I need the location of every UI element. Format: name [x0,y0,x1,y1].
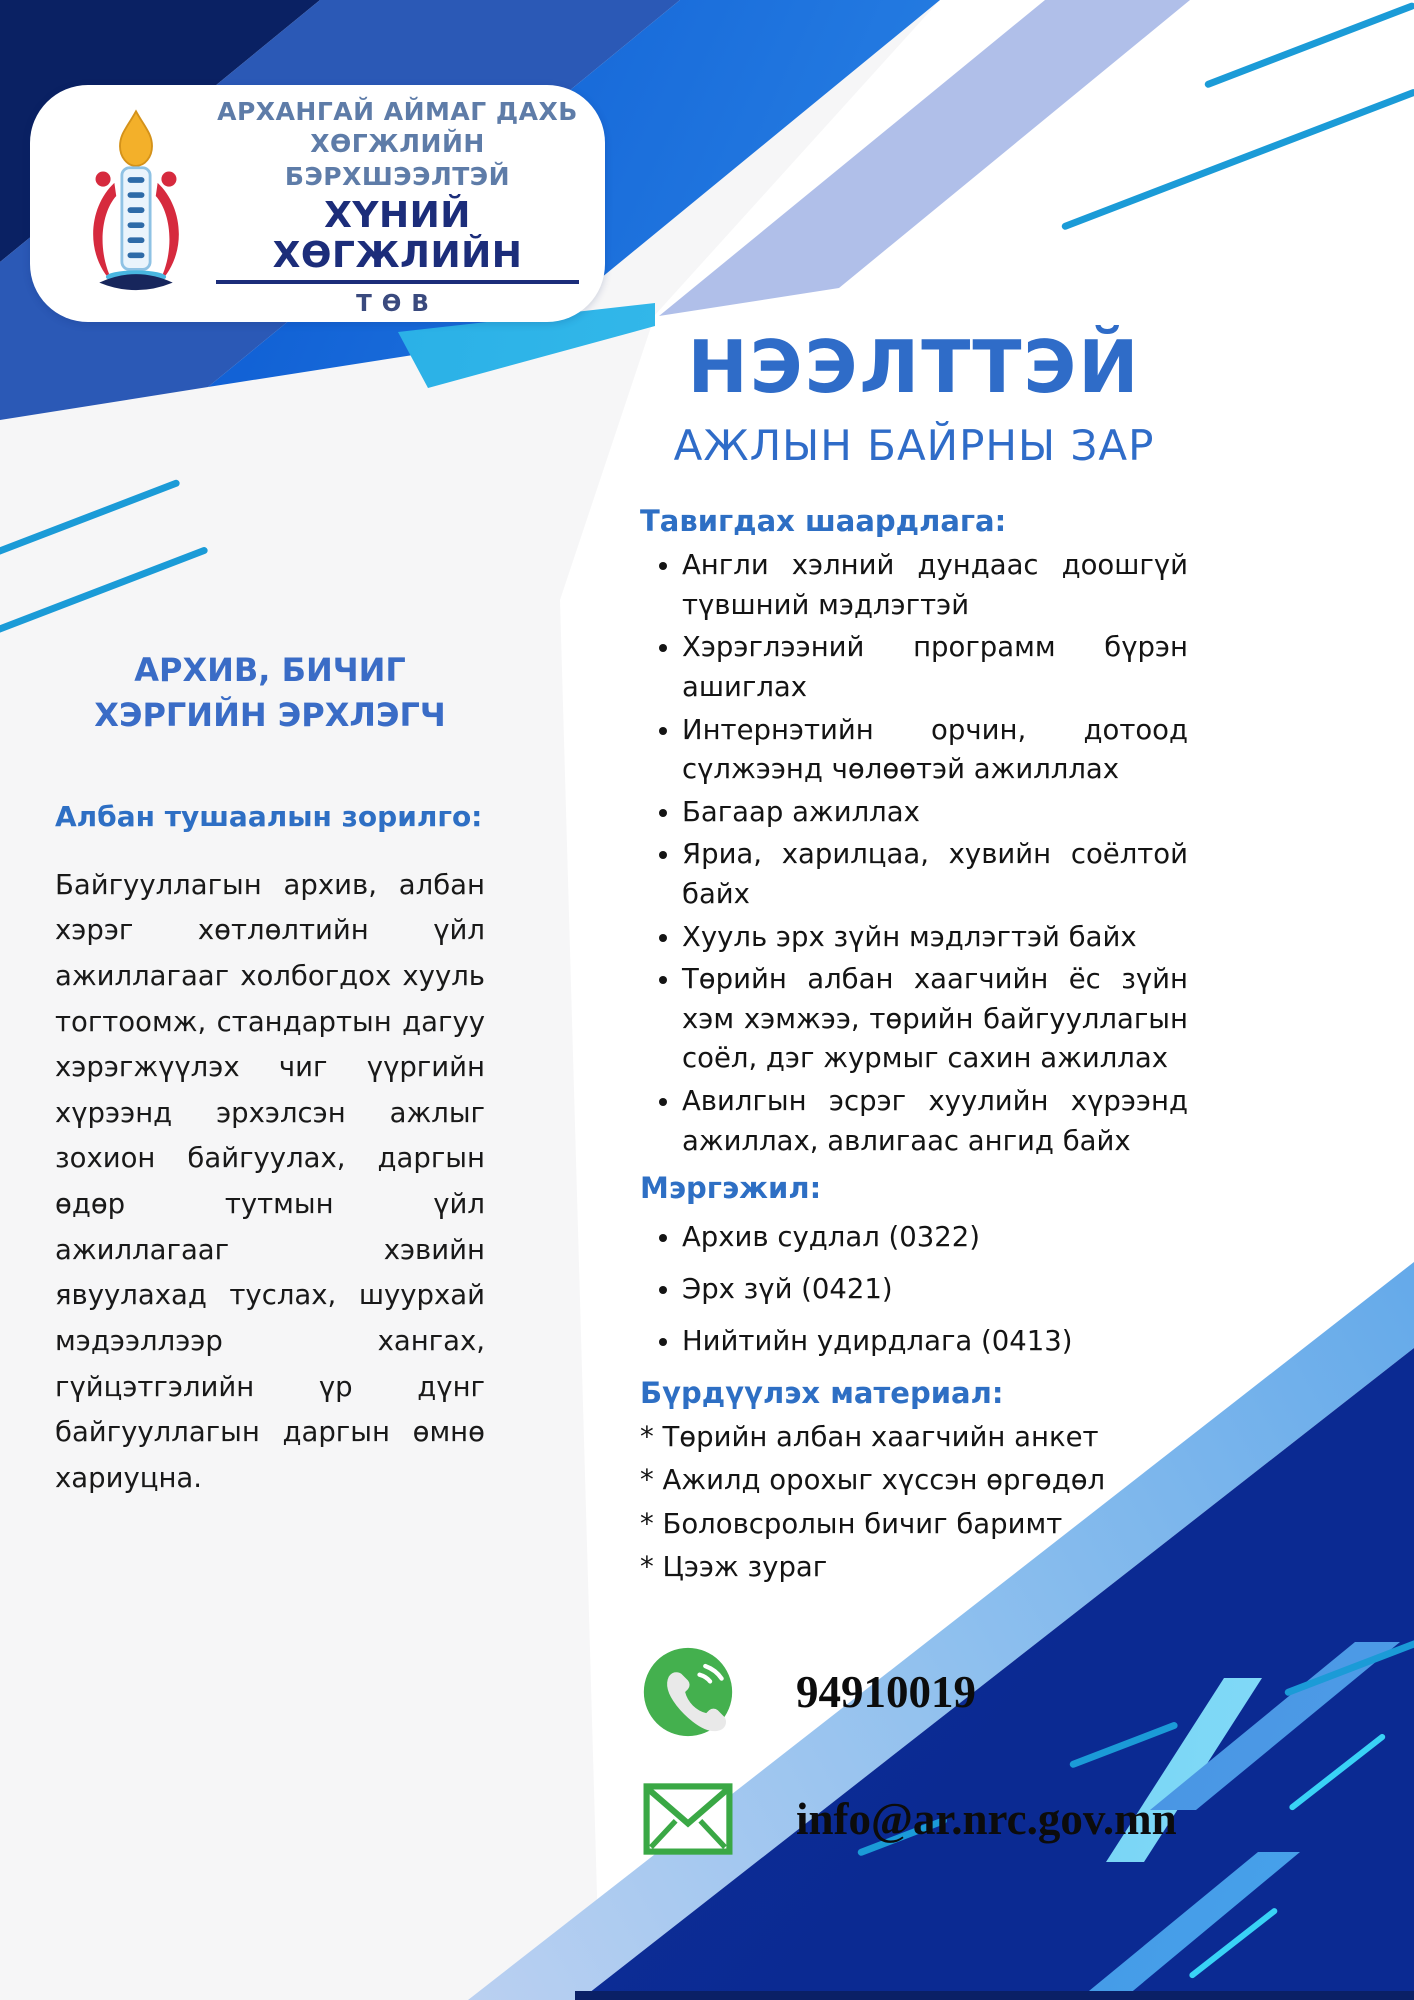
poster-subtitle: АЖЛЫН БАЙРНЫ ЗАР [673,421,1155,471]
bottom-navy-strip [575,1991,1414,2000]
purpose-paragraph: Байгууллагын архив, албан хэрэг хөтлөлтийн үйл ажиллагааг холбогдох хууль тогтоомж, стандартын дагуу хэрэгжүүлэх чиг үүргийн хүрээнд эрхэлсэн ажлыг зохион байгуулах, даргын өдөр тутмын үйл ажиллагааг хэвийн явуулахад туслах, шуурхай мэдээллээр хангах, гүйцэтгэлийн үр дүнг байгууллагын даргын өмнө хариуцна. [55,868,485,1494]
material-item: * Төрийн албан хаагчийн анкет [640,1420,1099,1453]
material-item: * Ажилд орохыг хүссэн өргөдөл [640,1464,1106,1497]
left-column [55,648,485,1502]
poster-title: НЭЭЛТТЭЙ [687,325,1141,409]
profession-list [640,1213,1188,1366]
envelope-icon [640,1782,736,1856]
phone-row [640,1644,1188,1740]
materials-heading: Бүрдүүлэх материал: [640,1375,1004,1410]
position-title: АРХИВ, БИЧИГ ХЭРГИЙН ЭРХЛЭГЧ [94,651,446,734]
diagonal-line-left-1 [0,479,181,559]
requirement-item: • Англи хэлний дундаас доошгүй түвшний мэдлэгтэй [682,546,1188,625]
profession-item: • Эрх зүй (0421) [682,1265,1188,1314]
organization-logo-card [30,85,605,322]
phone-icon [640,1644,736,1740]
phone-number: 94910019 [796,1666,976,1717]
requirement-item: • Хэрэглээний программ бүрэн ашиглах [682,628,1188,707]
materials-list [640,1416,1188,1590]
requirement-item: • Хууль эрх зүйн мэдлэгтэй байх [682,918,1188,958]
material-item: * Цээж зураг [640,1551,828,1584]
requirement-item: • Авилгын эсрэг хуулийн хүрээнд ажиллах, авлигаас ангид байх [682,1082,1188,1161]
diagonal-line-left-2 [0,546,209,637]
email-address: info@ar.nrc.gov.mn [796,1793,1177,1844]
requirement-item: • Интернэтийн орчин, дотоод сүлжээнд чөлөөтэй ажилллах [682,711,1188,790]
org-name-line4: ТӨВ [356,291,439,318]
requirements-list [640,546,1188,1161]
profession-item: • Архив судлал (0322) [682,1213,1188,1262]
email-row [640,1782,1188,1856]
org-name-line2: ХӨГЖЛИЙН БЭРХШЭЭЛТЭЙ [284,129,511,191]
org-name-line3: ХҮНИЙ ХӨГЖЛИЙН [216,196,579,284]
profession-heading: Мэргэжил: [640,1171,822,1206]
requirements-heading: Тавигдах шаардлага: [640,504,1007,539]
org-name-line1: АРХАНГАЙ АЙМАГ ДАХЬ [217,96,578,126]
right-column [640,325,1188,1856]
requirement-item: • Багаар ажиллах [682,793,1188,833]
profession-item: • Нийтийн удирдлага (0413) [682,1317,1188,1366]
material-item: * Боловсролын бичиг баримт [640,1507,1063,1540]
requirement-item: • Яриа, харилцаа, хувийн соёлтой байх [682,835,1188,914]
purpose-heading: Албан тушаалын зорилго: [55,799,483,833]
soyombo-emblem-icon [56,104,216,304]
requirement-item: • Төрийн албан хаагчийн ёс зүйн хэм хэмжээ, төрийн байгууллагын соёл, дэг журмыг сахин ажиллах [682,960,1188,1079]
organization-name [216,96,605,318]
contact-block [640,1644,1188,1856]
